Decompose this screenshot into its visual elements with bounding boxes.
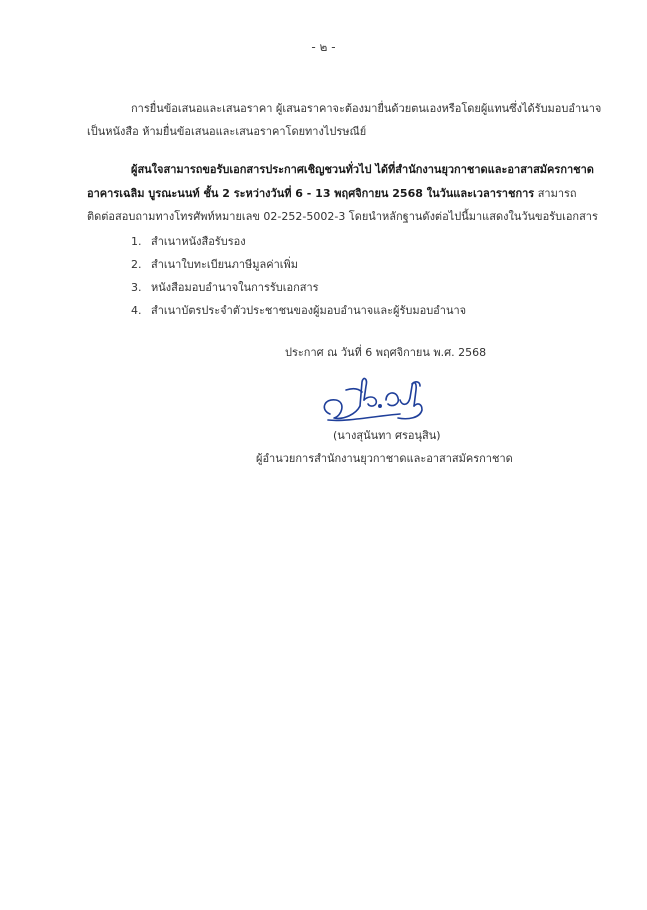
submission-paragraph-line2: เป็นหนังสือ ห้ามยื่นข้อเสนอและเสนอราคาโดยทางไปรษณีย์ bbox=[87, 125, 367, 138]
pickup-line2-rest: สามารถ bbox=[534, 187, 577, 200]
document-pickup-line2 bbox=[87, 186, 577, 202]
list-item-text: หนังสือมอบอำนาจในการรับเอกสาร bbox=[151, 281, 319, 294]
list-item-text: สำเนาบัตรประจำตัวประชาชนของผู้มอบอำนาจและผู้รับมอบอำนาจ bbox=[151, 304, 467, 317]
list-item-text: สำเนาหนังสือรับรอง bbox=[151, 235, 246, 248]
document-pickup-line1: ผู้สนใจสามารถขอรับเอกสารประกาศเชิญชวนทั่วไป ได้ที่สำนักงานยุวกาชาดและอาสาสมัครกาชาด bbox=[131, 163, 594, 176]
list-item-number: 3. bbox=[131, 281, 142, 294]
document-pickup-line3: ติดต่อสอบถามทางโทรศัพท์หมายเลข 02-252-5002-3 โดยนำหลักฐานดังต่อไปนี้มาแสดงในวันขอรับเอกสาร bbox=[87, 210, 598, 223]
list-item-number: 4. bbox=[131, 304, 142, 317]
signer-name: (นางสุนันทา ศรอนุสิน) bbox=[333, 429, 441, 442]
page-number: - ๒ - bbox=[311, 40, 336, 54]
list-item-text: สำเนาใบทะเบียนภาษีมูลค่าเพิ่ม bbox=[151, 258, 299, 271]
list-item-number: 2. bbox=[131, 258, 142, 271]
list-item bbox=[131, 234, 246, 250]
list-item bbox=[131, 303, 466, 319]
list-item bbox=[131, 280, 319, 296]
list-item-number: 1. bbox=[131, 235, 142, 248]
list-item bbox=[131, 257, 298, 273]
pickup-location-date: อาคารเฉลิม บูรณะนนท์ ชั้น 2 ระหว่างวันที่ 6 - 13 พฤศจิกายน 2568 ในวันและเวลาราชการ bbox=[87, 187, 535, 200]
handwritten-signature bbox=[316, 370, 436, 430]
announcement-date: ประกาศ ณ วันที่ 6 พฤศจิกายน พ.ศ. 2568 bbox=[285, 346, 487, 359]
submission-paragraph-line1: การยื่นข้อเสนอและเสนอราคา ผู้เสนอราคาจะต้องมายื่นด้วยตนเองหรือโดยผู้แทนซึ่งได้รับมอบอำนาจ bbox=[131, 102, 602, 115]
signer-title: ผู้อำนวยการสำนักงานยุวกาชาดและอาสาสมัครกาชาด bbox=[256, 452, 513, 465]
